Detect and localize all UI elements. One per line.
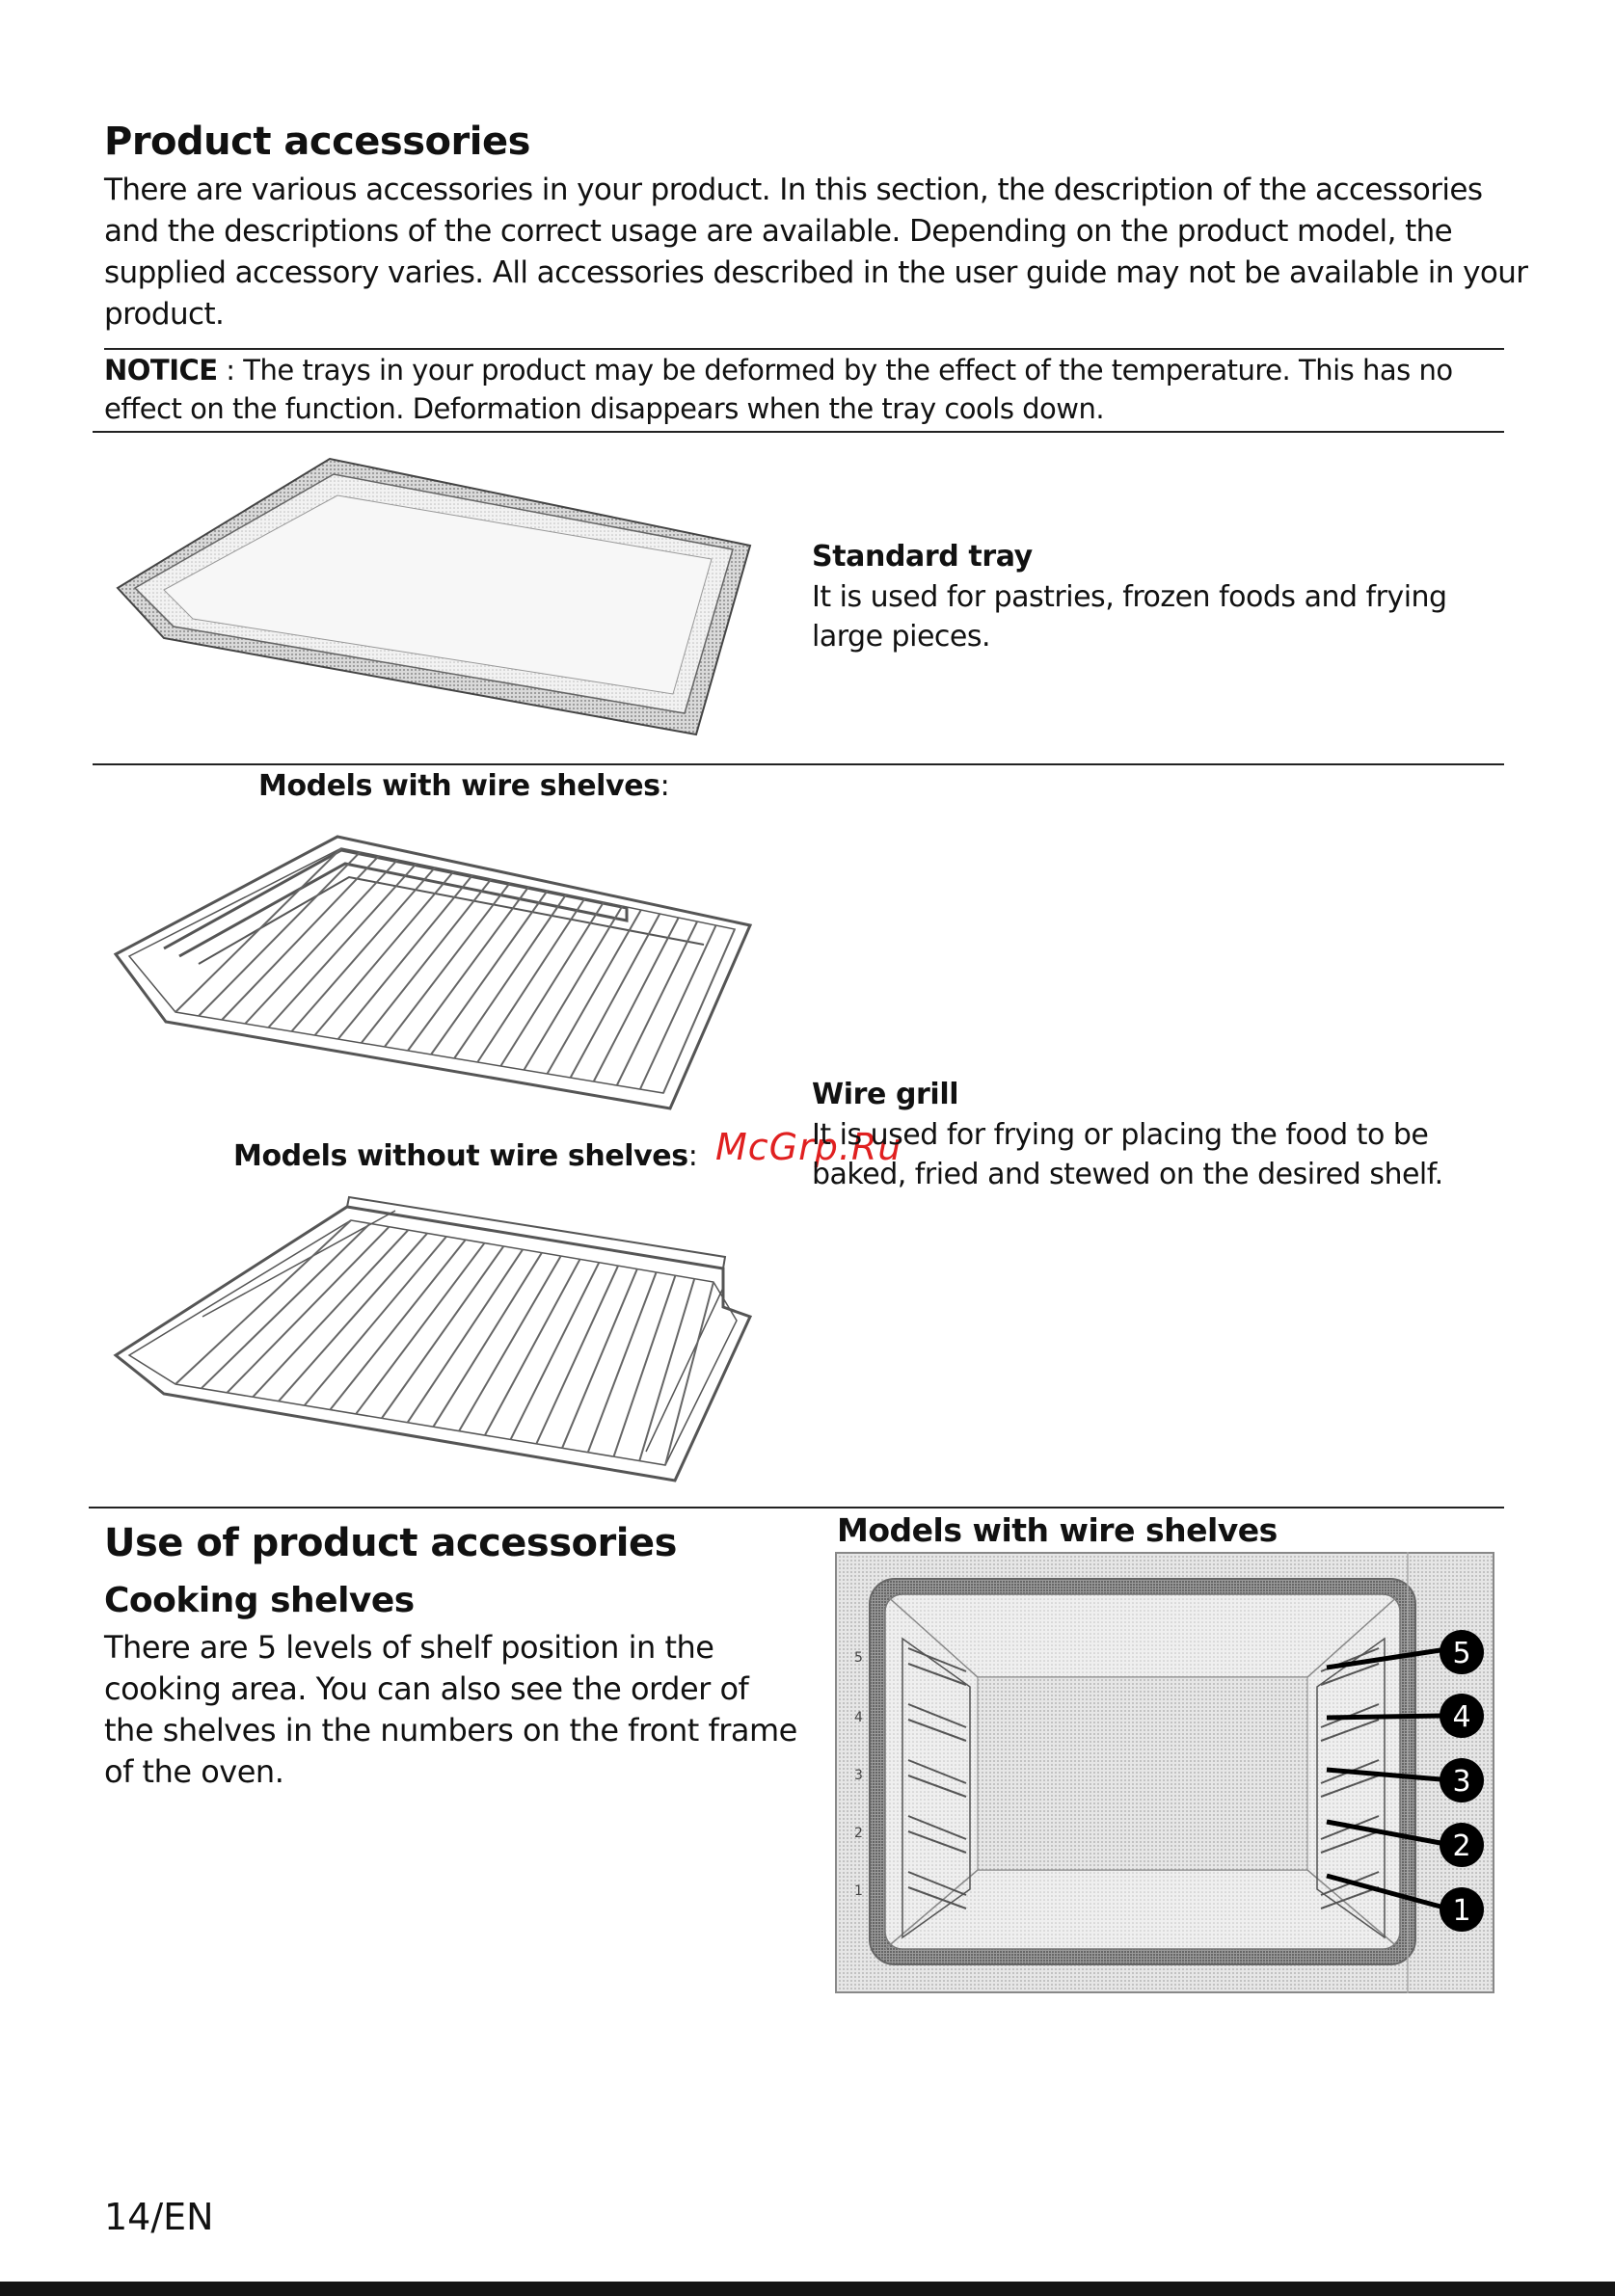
standard-tray-description: It is used for pastries, frozen foods and frying large pieces.: [812, 580, 1447, 654]
frame-number-4: 4: [854, 1710, 863, 1725]
standard-tray-title: Standard tray: [812, 540, 1033, 574]
page-number: 14/EN: [104, 2196, 214, 2238]
standard-tray-text: [812, 540, 1467, 656]
callout-label-2: 2: [1452, 1829, 1471, 1863]
use-section-rule: [89, 1507, 1504, 1508]
standard-tray-illustration: [106, 453, 762, 742]
cooking-shelves-description: There are 5 levels of shelf position in the cooking area. You can also see the order of the shelves in the numbers on the front frame of the oven.: [104, 1629, 797, 1790]
page-heading: Product accessories: [104, 120, 530, 164]
models-without-wire-colon: :: [687, 1139, 698, 1173]
oven-diagram-title: Models with wire shelves: [837, 1511, 1278, 1549]
models-with-wire-label: [258, 769, 669, 803]
use-heading: Use of product accessories: [104, 1521, 677, 1565]
frame-number-3: 3: [854, 1768, 863, 1783]
wire-grill-description: It is used for frying or placing the food to be baked, fried and stewed on the desired shelf.: [812, 1118, 1443, 1191]
intro-paragraph: There are various accessories in your product. In this section, the description of the accessories and the descriptions of the correct usage are available. Depending on the product model, the supplied accessory varies. All accessories described in the user guide may not be available in your product.: [104, 173, 1528, 332]
wire-grill-text: [812, 1078, 1467, 1194]
callout-label-5: 5: [1452, 1637, 1471, 1670]
notice-bottom-rule: [93, 431, 1504, 433]
notice-label: NOTICE: [104, 354, 218, 387]
oven-front-diagram: [835, 1552, 1494, 1993]
bottom-bar: [0, 2282, 1615, 2296]
frame-number-5: 5: [854, 1650, 863, 1666]
models-with-wire-text: Models with wire shelves: [258, 769, 660, 803]
cooking-shelves-heading: Cooking shelves: [104, 1581, 415, 1620]
models-without-wire-label: [233, 1139, 697, 1173]
frame-number-2: 2: [854, 1826, 863, 1841]
tray-section-rule: [93, 763, 1504, 765]
wire-shelf-without-rails-illustration: [106, 1201, 762, 1490]
notice-text: : The trays in your product may be deformed by the effect of the temperature. This has no effect on the function. Deformation disappears when the tray cools down.: [104, 354, 1453, 425]
callout-label-1: 1: [1452, 1894, 1471, 1928]
callout-label-3: 3: [1452, 1765, 1471, 1799]
models-without-wire-text: Models without wire shelves: [233, 1139, 688, 1173]
notice-top-rule: [104, 348, 1504, 350]
callout-label-4: 4: [1452, 1700, 1471, 1734]
models-with-wire-colon: :: [659, 769, 670, 803]
notice-box: [104, 351, 1512, 428]
frame-number-1: 1: [854, 1883, 863, 1899]
wire-grill-title: Wire grill: [812, 1078, 959, 1111]
wire-shelf-with-rails-illustration: [106, 829, 762, 1118]
watermark: McGrp.Ru: [715, 1126, 902, 1168]
